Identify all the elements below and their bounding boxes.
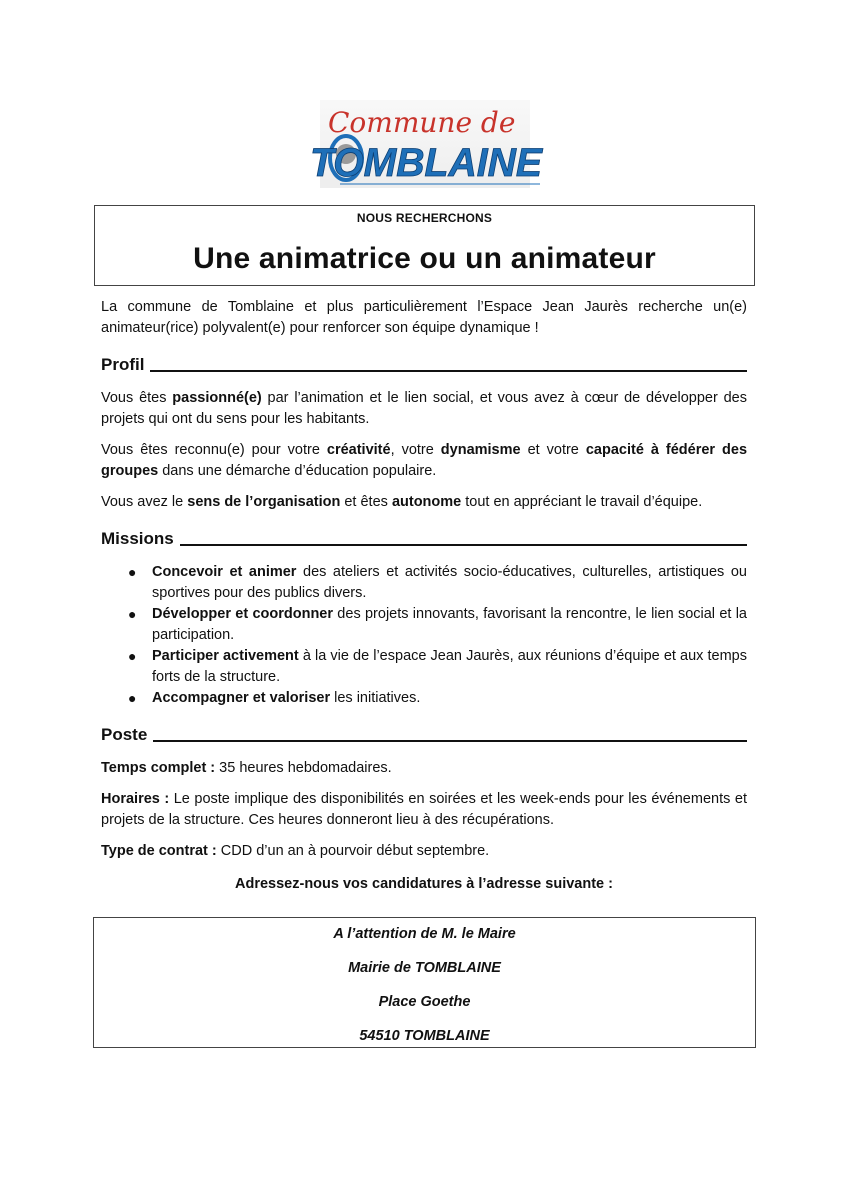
text-run: par l’animation et le lien social, et vous avez à cœur de développer des projets qui ont du sens pour les habitants.: [101, 390, 747, 427]
field-label: Type de contrat :: [101, 843, 217, 859]
text-run: Vous êtes reconnu(e) pour votre: [101, 442, 327, 458]
bold-run: capacité à fédérer des groupes: [101, 442, 748, 479]
profil-paragraph-2: [101, 440, 747, 482]
bold-run: créativité: [326, 442, 391, 458]
field-label: Temps complet :: [101, 760, 216, 776]
section-poste: [101, 723, 747, 745]
contrat-paragraph: [101, 841, 747, 862]
address-line-4: 54510 TOMBLAINE: [359, 1028, 490, 1044]
kicker-text: NOUS RECHERCHONS: [356, 211, 493, 225]
missions-list: [101, 562, 747, 709]
address-line-1: A l’attention de M. le Maire: [333, 926, 516, 942]
section-profil-heading: Profil: [101, 355, 145, 374]
text-run: tout en appréciant le travail d’équipe.: [461, 494, 703, 510]
field-label: Horaires :: [101, 791, 170, 807]
bold-run: Concevoir et animer: [152, 564, 297, 580]
profil-paragraph-1: [101, 388, 747, 430]
text-run: Vous avez le: [101, 494, 188, 510]
bold-run: Accompagner et valoriser: [152, 690, 331, 706]
horaires-paragraph: [101, 789, 747, 831]
logo-wordmark: TOMBLAINE: [310, 141, 544, 185]
bold-run: Participer activement: [152, 648, 299, 664]
text-run: des projets innovants, favorisant la rencontre, le lien social et la participation.: [152, 606, 747, 643]
list-item: [101, 562, 747, 604]
text-run: dans une démarche d’éducation populaire.: [158, 463, 437, 479]
bold-run: sens de l’organisation: [187, 494, 341, 510]
field-value: Le poste implique des disponibilités en soirées et les week-ends pour les événements et projets de la structure. Ces heures donneront lieu à des récupérations.: [101, 791, 747, 828]
bold-run: autonome: [391, 494, 462, 510]
bullet-icon: ●: [128, 564, 137, 580]
bullet-icon: ●: [128, 648, 137, 664]
address-box: [93, 917, 756, 1048]
commune-logo: [300, 96, 550, 192]
address-line-3: Place Goethe: [378, 994, 471, 1010]
list-item: [101, 646, 747, 688]
page-title: Une animatrice ou un animateur: [193, 242, 656, 275]
text-run: et êtes: [340, 494, 392, 510]
title-box: [94, 205, 755, 286]
text-run: à la vie de l’espace Jean Jaurès, aux réunions d’équipe et aux temps forts de la structure.: [152, 648, 747, 685]
address-line-2: Mairie de TOMBLAINE: [348, 960, 501, 976]
document-body: [101, 297, 747, 905]
text-run: les initiatives.: [330, 690, 421, 706]
text-run: Vous êtes: [101, 390, 173, 406]
field-value: CDD d’un an à pourvoir début septembre.: [216, 843, 490, 859]
section-missions: [101, 527, 747, 549]
bold-run: passionné(e): [172, 390, 262, 406]
intro-paragraph: La commune de Tomblaine et plus particulièrement l’Espace Jean Jaurès recherche un(e) animateur(rice) polyvalent(e) pour renforcer son équipe dynamique !: [101, 299, 747, 336]
heading-rule: [150, 370, 747, 372]
heading-rule: [153, 740, 747, 742]
text-run: et votre: [520, 442, 586, 458]
heading-rule: [180, 544, 747, 546]
text-run: des ateliers et activités socio-éducatives, culturelles, artistiques ou sportives pour des publics divers.: [152, 564, 747, 601]
section-missions-heading: Missions: [101, 529, 174, 548]
temps-paragraph: [101, 758, 747, 779]
field-value: 35 heures hebdomadaires.: [215, 760, 392, 776]
bold-run: Développer et coordonner: [152, 606, 334, 622]
profil-paragraph-3: [101, 492, 747, 513]
bullet-icon: ●: [128, 606, 137, 622]
candidature-instruction: Adressez-nous vos candidatures à l’adresse suivante :: [235, 876, 613, 892]
section-poste-heading: Poste: [101, 725, 148, 744]
logo-script-text: Commune de: [328, 106, 516, 139]
text-run: , votre: [390, 442, 441, 458]
section-profil: [101, 353, 747, 375]
list-item: [101, 604, 747, 646]
list-item: [101, 688, 747, 709]
bold-run: dynamisme: [440, 442, 521, 458]
bullet-icon: ●: [128, 690, 137, 706]
